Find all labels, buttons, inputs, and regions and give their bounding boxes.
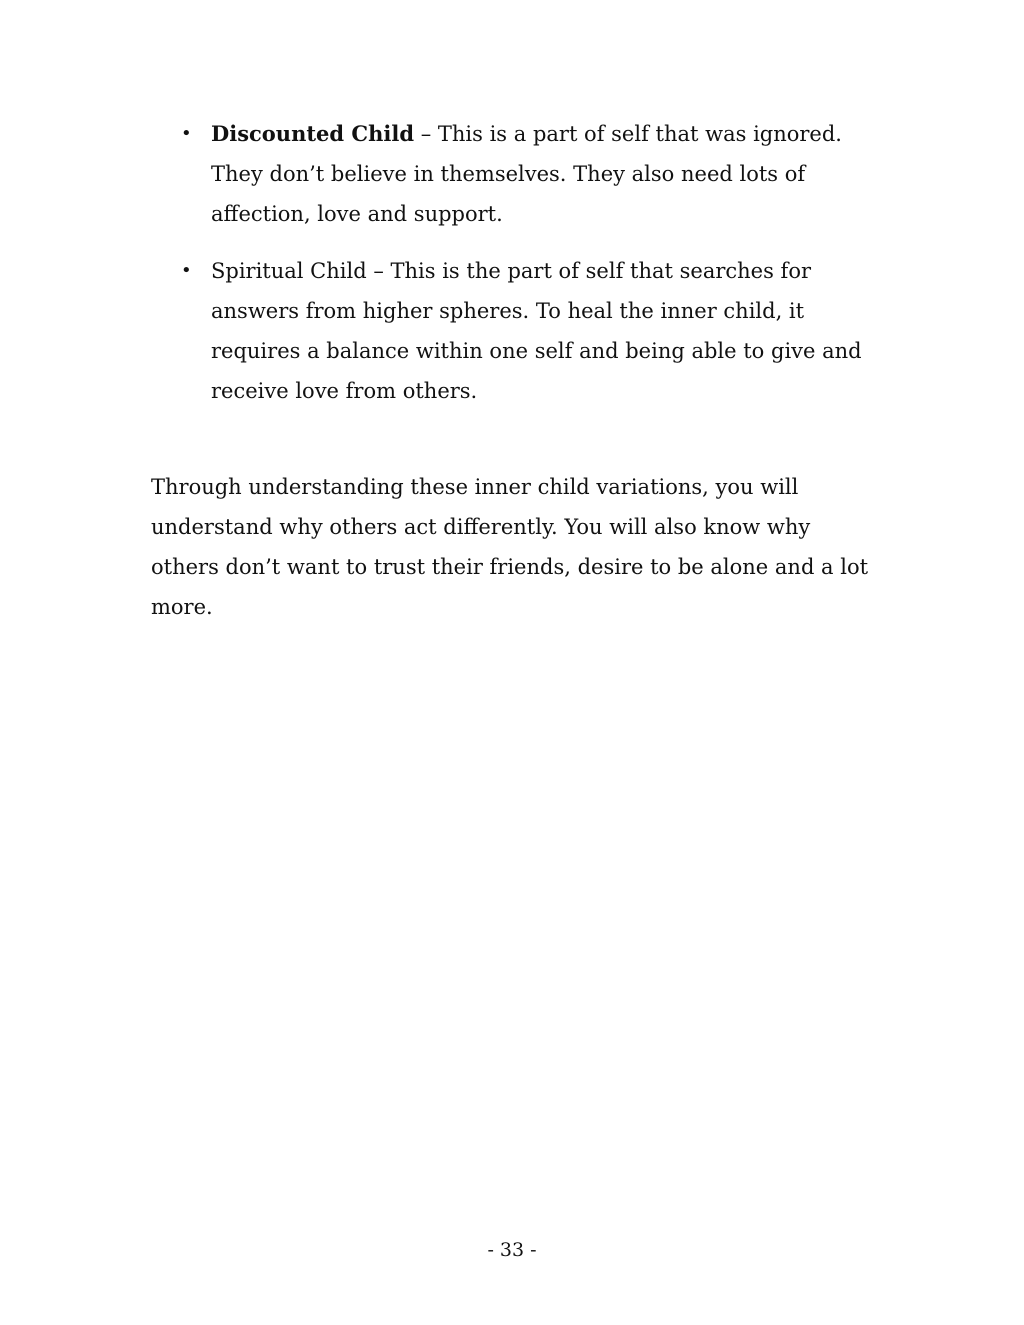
bullet-term: Spiritual Child — [211, 259, 367, 283]
bullet-marker: • — [181, 123, 192, 144]
bullet-term: Discounted Child — [211, 121, 415, 146]
bullet-item-spiritual-child — [181, 251, 891, 411]
bullet-marker: • — [181, 260, 192, 281]
bullet-list — [181, 114, 891, 428]
bullet-item-discounted-child — [181, 114, 891, 234]
bullet-text: – This is a part of self that was ignored. They don’t believe in themselves. They also need lots of affection, love and support. — [211, 122, 842, 226]
page-number: - 33 - — [487, 1239, 537, 1261]
body-paragraph: Through understanding these inner child variations, you will understand why others act differently. You will also know why others don’t want to trust their friends, desire to be alone and a lot more. — [151, 475, 869, 619]
bullet-text: – This is the part of self that searches for answers from higher spheres. To heal the inner child, it requires a balance within one self and being able to give and receive love from others. — [211, 259, 862, 403]
